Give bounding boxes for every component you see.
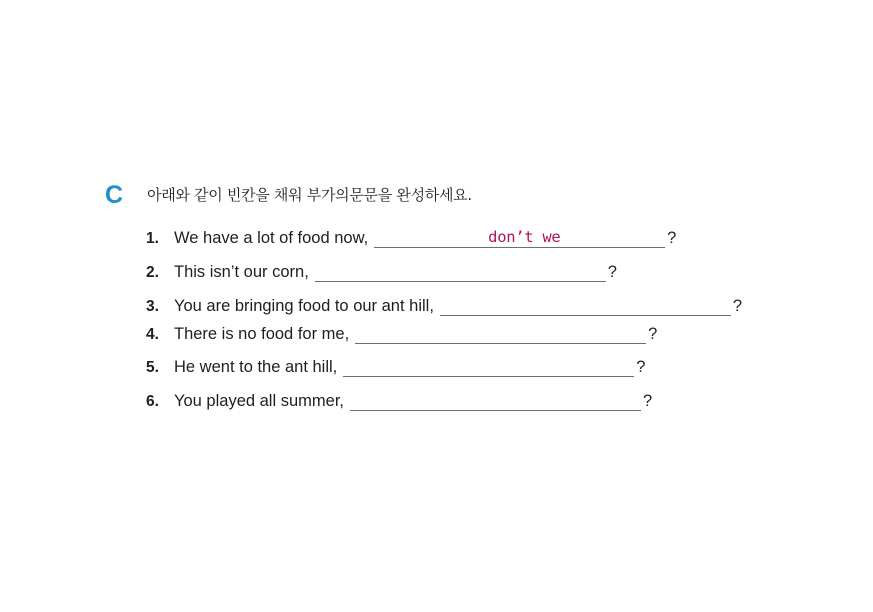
answer-blank[interactable] — [315, 263, 606, 282]
question-number: 1. — [146, 230, 159, 247]
question-mark: ? — [667, 229, 677, 247]
answer-blank[interactable] — [355, 325, 646, 344]
answer-blank[interactable] — [343, 358, 634, 377]
question-mark: ? — [643, 392, 653, 410]
question-number: 4. — [146, 326, 159, 343]
question-text: You are bringing food to our ant hill, — [174, 297, 434, 315]
answer-blank[interactable] — [440, 297, 731, 316]
answer-blank[interactable] — [350, 392, 641, 411]
question-number: 6. — [146, 393, 159, 410]
section-letter: C — [105, 181, 124, 209]
question-text: This isn’t our corn, — [174, 263, 309, 281]
question-1 — [146, 227, 676, 249]
question-text: There is no food for me, — [174, 325, 350, 343]
filled-answer: don’t we — [488, 228, 561, 246]
question-5 — [146, 356, 645, 378]
question-number: 2. — [146, 264, 159, 281]
question-text: He went to the ant hill, — [174, 358, 338, 376]
question-number: 5. — [146, 359, 159, 376]
question-3 — [146, 295, 742, 317]
question-text: You played all summer, — [174, 392, 344, 410]
question-4 — [146, 323, 657, 345]
instruction-text: 아래와 같이 빈칸을 채워 부가의문문을 완성하세요. — [147, 186, 472, 204]
question-mark: ? — [648, 325, 658, 343]
question-2 — [146, 261, 617, 283]
question-6 — [146, 390, 652, 412]
answer-blank[interactable] — [374, 229, 665, 248]
question-number: 3. — [146, 298, 159, 315]
question-mark: ? — [607, 263, 617, 281]
question-mark: ? — [636, 358, 646, 376]
question-mark: ? — [732, 297, 743, 315]
question-text: We have a lot of food now, — [174, 229, 369, 247]
